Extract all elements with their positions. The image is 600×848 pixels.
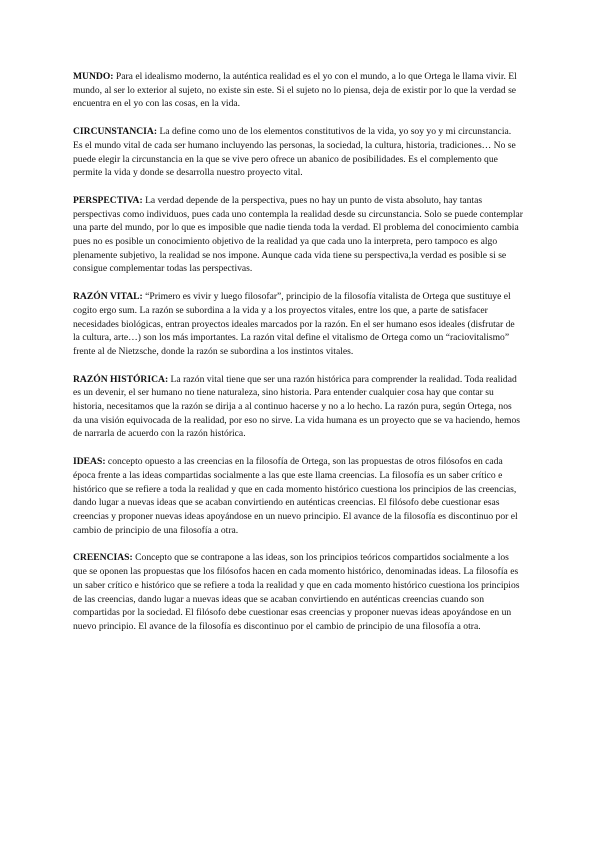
entry-term: PERSPECTIVA: [73, 194, 143, 206]
entry-text: Concepto que se contrapone a las ideas, son los principios teóricos compartidos socialmente a los que se oponen las propuestas que los filósofos hacen en cada momento histórico, denominadas ideas. La filosofía es un saber crítico e histórico que se refiere a toda la realidad y que en cada momento histórico cuestiona los principios de las creencias, dando lugar a nuevas ideas que se acaban convirtiendo en auténticas creencias cuando son compartidas por la sociedad. El filósofo debe cuestionar esas creencias y proponer nuevas ideas apoyándose en un nuevo principio. El avance de la filosofía es discontinuo por el cambio de principio de una filosofía a otra. [73, 552, 520, 632]
entry-mundo [73, 70, 523, 111]
entry-ideas [73, 455, 523, 537]
entry-circunstancia [73, 125, 523, 180]
entry-text: Para el idealismo moderno, la auténtica realidad es el yo con el mundo, a lo que Ortega le llama vivir. El mundo, al ser lo exterior al sujeto, no existe sin este. Si el sujeto no lo piensa, deja de existir por lo que la verdad se encuentra en el yo con las cosas, en la vida. [73, 71, 517, 110]
entry-text: “Primero es vivir y luego filosofar”, principio de la filosofía vitalista de Ortega que sustituye el cogito ergo sum. La razón se subordina a la vida y a los proyectos vitales, entre los que, a parte de satisfacer necesidades biológicas, entran proyectos ideales marcados por la razón. En el ser humano esos ideales (disfrutar de la cultura, arte…) son los más importantes. La razón vital define el vitalismo de Ortega como un “raciovitalismo” frente al de Nietzsche, donde la razón se subordina a los instintos vitales. [73, 291, 515, 357]
entry-term: RAZÓN VITAL: [73, 291, 143, 303]
entry-razon-historica [73, 373, 523, 442]
entry-text: La razón vital tiene que ser una razón histórica para comprender la realidad. Toda realidad es un devenir, el ser humano no tiene naturaleza, sino historia. Para entender cualquier cosa hay que contar su historia, necesitamos que la razón se dirija a al continuo hacerse y no a lo hecho. La razón pura, según Ortega, nos da una visión equivocada de la realidad, por eso no sirve. La vida humana es un proyecto que se va haciendo, hemos de narrarla de acuerdo con la razón histórica. [73, 373, 521, 440]
entry-razon-vital [73, 290, 523, 359]
entry-text: concepto opuesto a las creencias en la filosofía de Ortega, son las propuestas de otros filósofos en cada época frente a las ideas compartidas socialmente a las que este llama creencias. La filosofía es un saber crítico e histórico que se refiere a toda la realidad y que en cada momento histórico cuestiona los principios de las creencias, dando lugar a nuevas ideas que se acaban convirtiendo en auténticas creencias. El filósofo debe cuestionar esas creencias y proponer nuevas ideas apoyándose en un nuevo principio. El avance de la filosofía es discontinuo por el cambio de principio de una filosofía a otra. [73, 456, 518, 536]
entry-term: RAZÓN HISTÓRICA: [73, 373, 169, 385]
document-body [73, 70, 523, 648]
entry-term: IDEAS: [73, 456, 106, 468]
entry-text: La define como uno de los elementos constitutivos de la vida, yo soy yo y mi circunstancia. Es el mundo vital de cada ser humano incluyendo las personas, la sociedad, la cultura, historia, tradiciones… No se puede elegir la circunstancia en la que se vive pero ofrece un abanico de posibilidades. Es el complemento que permite la vida y donde se desarrolla nuestro proyecto vital. [73, 126, 516, 179]
entry-term: CIRCUNSTANCIA: [73, 126, 158, 138]
entry-perspectiva [73, 194, 523, 276]
entry-creencias [73, 551, 523, 633]
entry-text: La verdad depende de la perspectiva, pues no hay un punto de vista absoluto, hay tantas perspectivas como individuos, pues cada uno contempla la realidad desde su circunstancia. Solo se puede contemplar una parte del mundo, por lo que es imposible que nadie tienda toda la verdad. El problema del conocimiento cambia pues no es posible un conocimiento objetivo de la realidad ya que cada uno la interpreta, pero tampoco es algo plenamente subjetivo, la realidad se nos impone. Aunque cada vida tiene su perspectiva,la verdad es posible si se consigue complementar todas las perspectivas. [73, 194, 523, 275]
entry-term: MUNDO: [73, 71, 114, 82]
entry-term: CREENCIAS: [73, 552, 133, 564]
